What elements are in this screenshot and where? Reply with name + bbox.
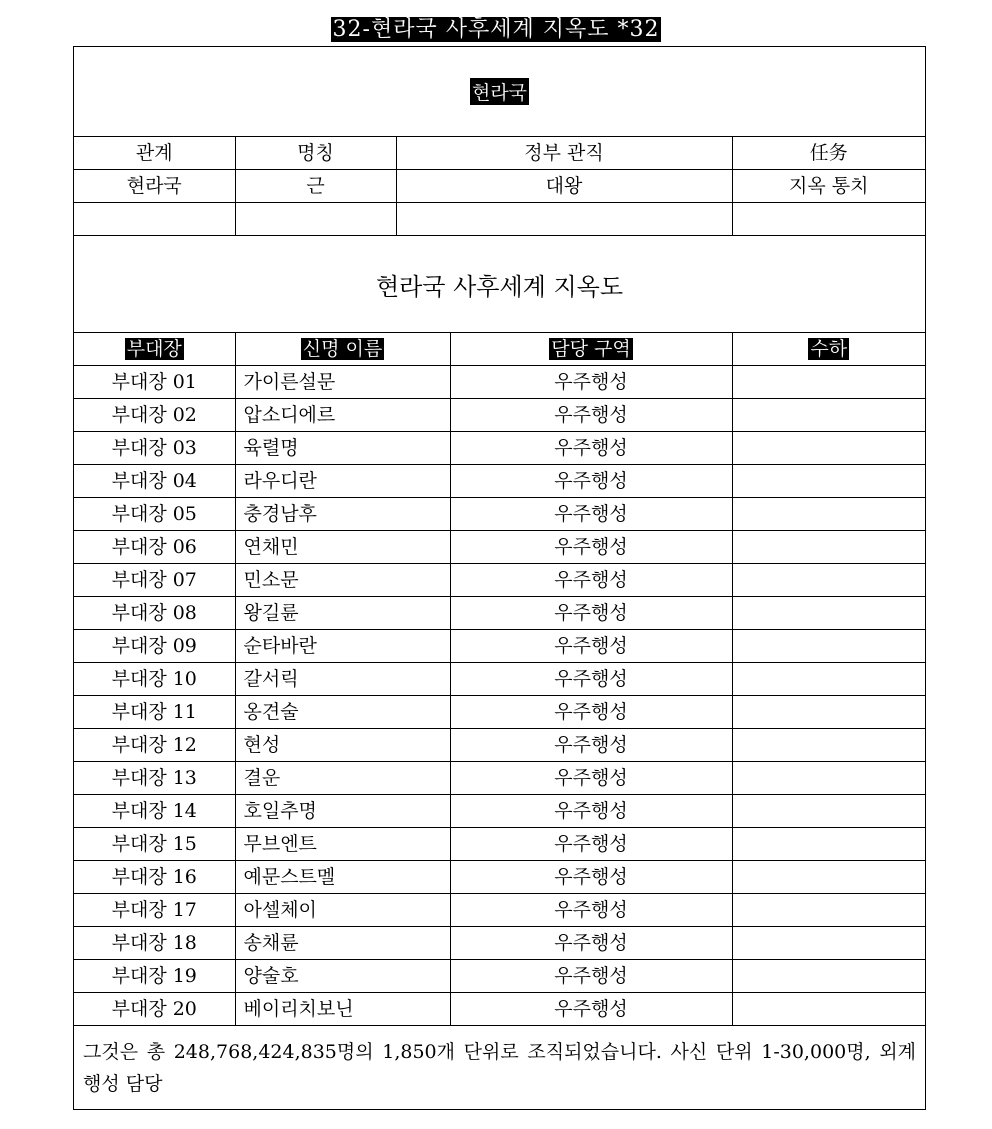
name-cell: 연채민: [235, 531, 450, 564]
roster-header-label: 수하: [810, 338, 848, 360]
info-header-cell: 관계: [74, 137, 235, 170]
table-row: [74, 465, 925, 498]
roster-table: [74, 333, 925, 1026]
subordinates-cell: [732, 960, 925, 993]
roster-header-cell: [235, 333, 450, 366]
rank-cell: 부대장 13: [74, 762, 235, 795]
name-cell: 왕길륜: [235, 597, 450, 630]
name-cell: 결운: [235, 762, 450, 795]
name-cell: 갈서릭: [235, 663, 450, 696]
zone-cell: 우주행성: [450, 828, 732, 861]
name-cell: 옹견술: [235, 696, 450, 729]
table-row: [74, 564, 925, 597]
info-cell-title: 대왕: [396, 170, 732, 203]
table-row: [74, 663, 925, 696]
table-row: [74, 432, 925, 465]
name-cell: 아셀체이: [235, 894, 450, 927]
rank-cell: 부대장 19: [74, 960, 235, 993]
zone-cell: 우주행성: [450, 861, 732, 894]
zone-cell: 우주행성: [450, 432, 732, 465]
info-data-row: [74, 170, 925, 203]
table-row: [74, 993, 925, 1026]
zone-cell: 우주행성: [450, 630, 732, 663]
rank-cell: 부대장 18: [74, 927, 235, 960]
info-empty-row: [74, 203, 925, 236]
org-header-text: 현라국: [470, 78, 529, 105]
table-row: [74, 630, 925, 663]
subordinates-cell: [732, 432, 925, 465]
table-row: [74, 861, 925, 894]
zone-cell: 우주행성: [450, 762, 732, 795]
table-row: [74, 696, 925, 729]
subordinates-cell: [732, 729, 925, 762]
zone-cell: 우주행성: [450, 597, 732, 630]
info-empty-cell: [396, 203, 732, 236]
subordinates-cell: [732, 993, 925, 1026]
subordinates-cell: [732, 531, 925, 564]
info-empty-cell: [74, 203, 235, 236]
table-row: [74, 399, 925, 432]
rank-cell: 부대장 03: [74, 432, 235, 465]
roster-header-cell: [450, 333, 732, 366]
roster-header-row: [74, 333, 925, 366]
subordinates-cell: [732, 762, 925, 795]
zone-cell: 우주행성: [450, 795, 732, 828]
zone-cell: 우주행성: [450, 894, 732, 927]
document-frame: [73, 46, 926, 1110]
name-cell: 민소문: [235, 564, 450, 597]
name-cell: 무브엔트: [235, 828, 450, 861]
zone-cell: 우주행성: [450, 696, 732, 729]
rank-cell: 부대장 10: [74, 663, 235, 696]
table-row: [74, 366, 925, 399]
info-empty-cell: [732, 203, 925, 236]
name-cell: 육렬명: [235, 432, 450, 465]
zone-cell: 우주행성: [450, 993, 732, 1026]
table-row: [74, 762, 925, 795]
zone-cell: 우주행성: [450, 927, 732, 960]
roster-header-label: 담당 구역: [551, 338, 631, 360]
zone-cell: 우주행성: [450, 465, 732, 498]
name-cell: 가이른설문: [235, 366, 450, 399]
info-cell-duty: 지옥 통치: [732, 170, 925, 203]
rank-cell: 부대장 12: [74, 729, 235, 762]
rank-cell: 부대장 05: [74, 498, 235, 531]
name-cell: 송채륜: [235, 927, 450, 960]
rank-cell: 부대장 14: [74, 795, 235, 828]
info-header-cell: 정부 관직: [396, 137, 732, 170]
subordinates-cell: [732, 498, 925, 531]
table-row: [74, 828, 925, 861]
zone-cell: 우주행성: [450, 663, 732, 696]
subordinates-cell: [732, 564, 925, 597]
info-header-cell: 명칭: [235, 137, 396, 170]
info-empty-cell: [235, 203, 396, 236]
name-cell: 예문스트멜: [235, 861, 450, 894]
rank-cell: 부대장 07: [74, 564, 235, 597]
subordinates-cell: [732, 597, 925, 630]
rank-cell: 부대장 17: [74, 894, 235, 927]
rank-cell: 부대장 02: [74, 399, 235, 432]
info-cell-relation: 현라국: [74, 170, 235, 203]
subordinates-cell: [732, 927, 925, 960]
table-row: [74, 597, 925, 630]
info-cell-name: 근: [235, 170, 396, 203]
zone-cell: 우주행성: [450, 399, 732, 432]
subordinates-cell: [732, 828, 925, 861]
name-cell: 양술호: [235, 960, 450, 993]
rank-cell: 부대장 11: [74, 696, 235, 729]
zone-cell: 우주행성: [450, 564, 732, 597]
roster-header-cell: [732, 333, 925, 366]
table-row: [74, 498, 925, 531]
table-row: [74, 927, 925, 960]
rank-cell: 부대장 16: [74, 861, 235, 894]
subordinates-cell: [732, 630, 925, 663]
page-title: [0, 16, 992, 44]
name-cell: 베이리치보닌: [235, 993, 450, 1026]
subordinates-cell: [732, 399, 925, 432]
rank-cell: 부대장 08: [74, 597, 235, 630]
rank-cell: 부대장 09: [74, 630, 235, 663]
info-header-cell: 任务: [732, 137, 925, 170]
table-row: [74, 960, 925, 993]
name-cell: 순타바란: [235, 630, 450, 663]
zone-cell: 우주행성: [450, 366, 732, 399]
info-header-row: [74, 137, 925, 170]
rank-cell: 부대장 04: [74, 465, 235, 498]
roster-header-label: 신명 이름: [302, 338, 383, 360]
rank-cell: 부대장 06: [74, 531, 235, 564]
name-cell: 충경남후: [235, 498, 450, 531]
section-title-text: 현라국 사후세계 지옥도: [375, 272, 624, 301]
table-row: [74, 894, 925, 927]
table-row: [74, 795, 925, 828]
org-header: [74, 47, 925, 137]
name-cell: 라우디란: [235, 465, 450, 498]
subordinates-cell: [732, 696, 925, 729]
zone-cell: 우주행성: [450, 498, 732, 531]
subordinates-cell: [732, 366, 925, 399]
page-title-text: 32-현라국 사후세계 지옥도 *32: [332, 17, 660, 42]
subordinates-cell: [732, 663, 925, 696]
subordinates-cell: [732, 795, 925, 828]
name-cell: 압소디에르: [235, 399, 450, 432]
zone-cell: 우주행성: [450, 531, 732, 564]
rank-cell: 부대장 15: [74, 828, 235, 861]
subordinates-cell: [732, 465, 925, 498]
roster-header-cell: [74, 333, 235, 366]
name-cell: 현성: [235, 729, 450, 762]
roster-header-label: 부대장: [126, 338, 182, 360]
section-title: [74, 236, 925, 333]
zone-cell: 우주행성: [450, 960, 732, 993]
subordinates-cell: [732, 894, 925, 927]
table-row: [74, 729, 925, 762]
zone-cell: 우주행성: [450, 729, 732, 762]
footer-note: 그것은 총 248,768,424,835명의 1,850개 단위로 조직되었습니다. 사신 단위 1-30,000명, 외계 행성 담당: [83, 1041, 916, 1095]
subordinates-cell: [732, 861, 925, 894]
info-table: [74, 137, 925, 236]
rank-cell: 부대장 20: [74, 993, 235, 1026]
name-cell: 호일추명: [235, 795, 450, 828]
table-row: [74, 531, 925, 564]
rank-cell: 부대장 01: [74, 366, 235, 399]
